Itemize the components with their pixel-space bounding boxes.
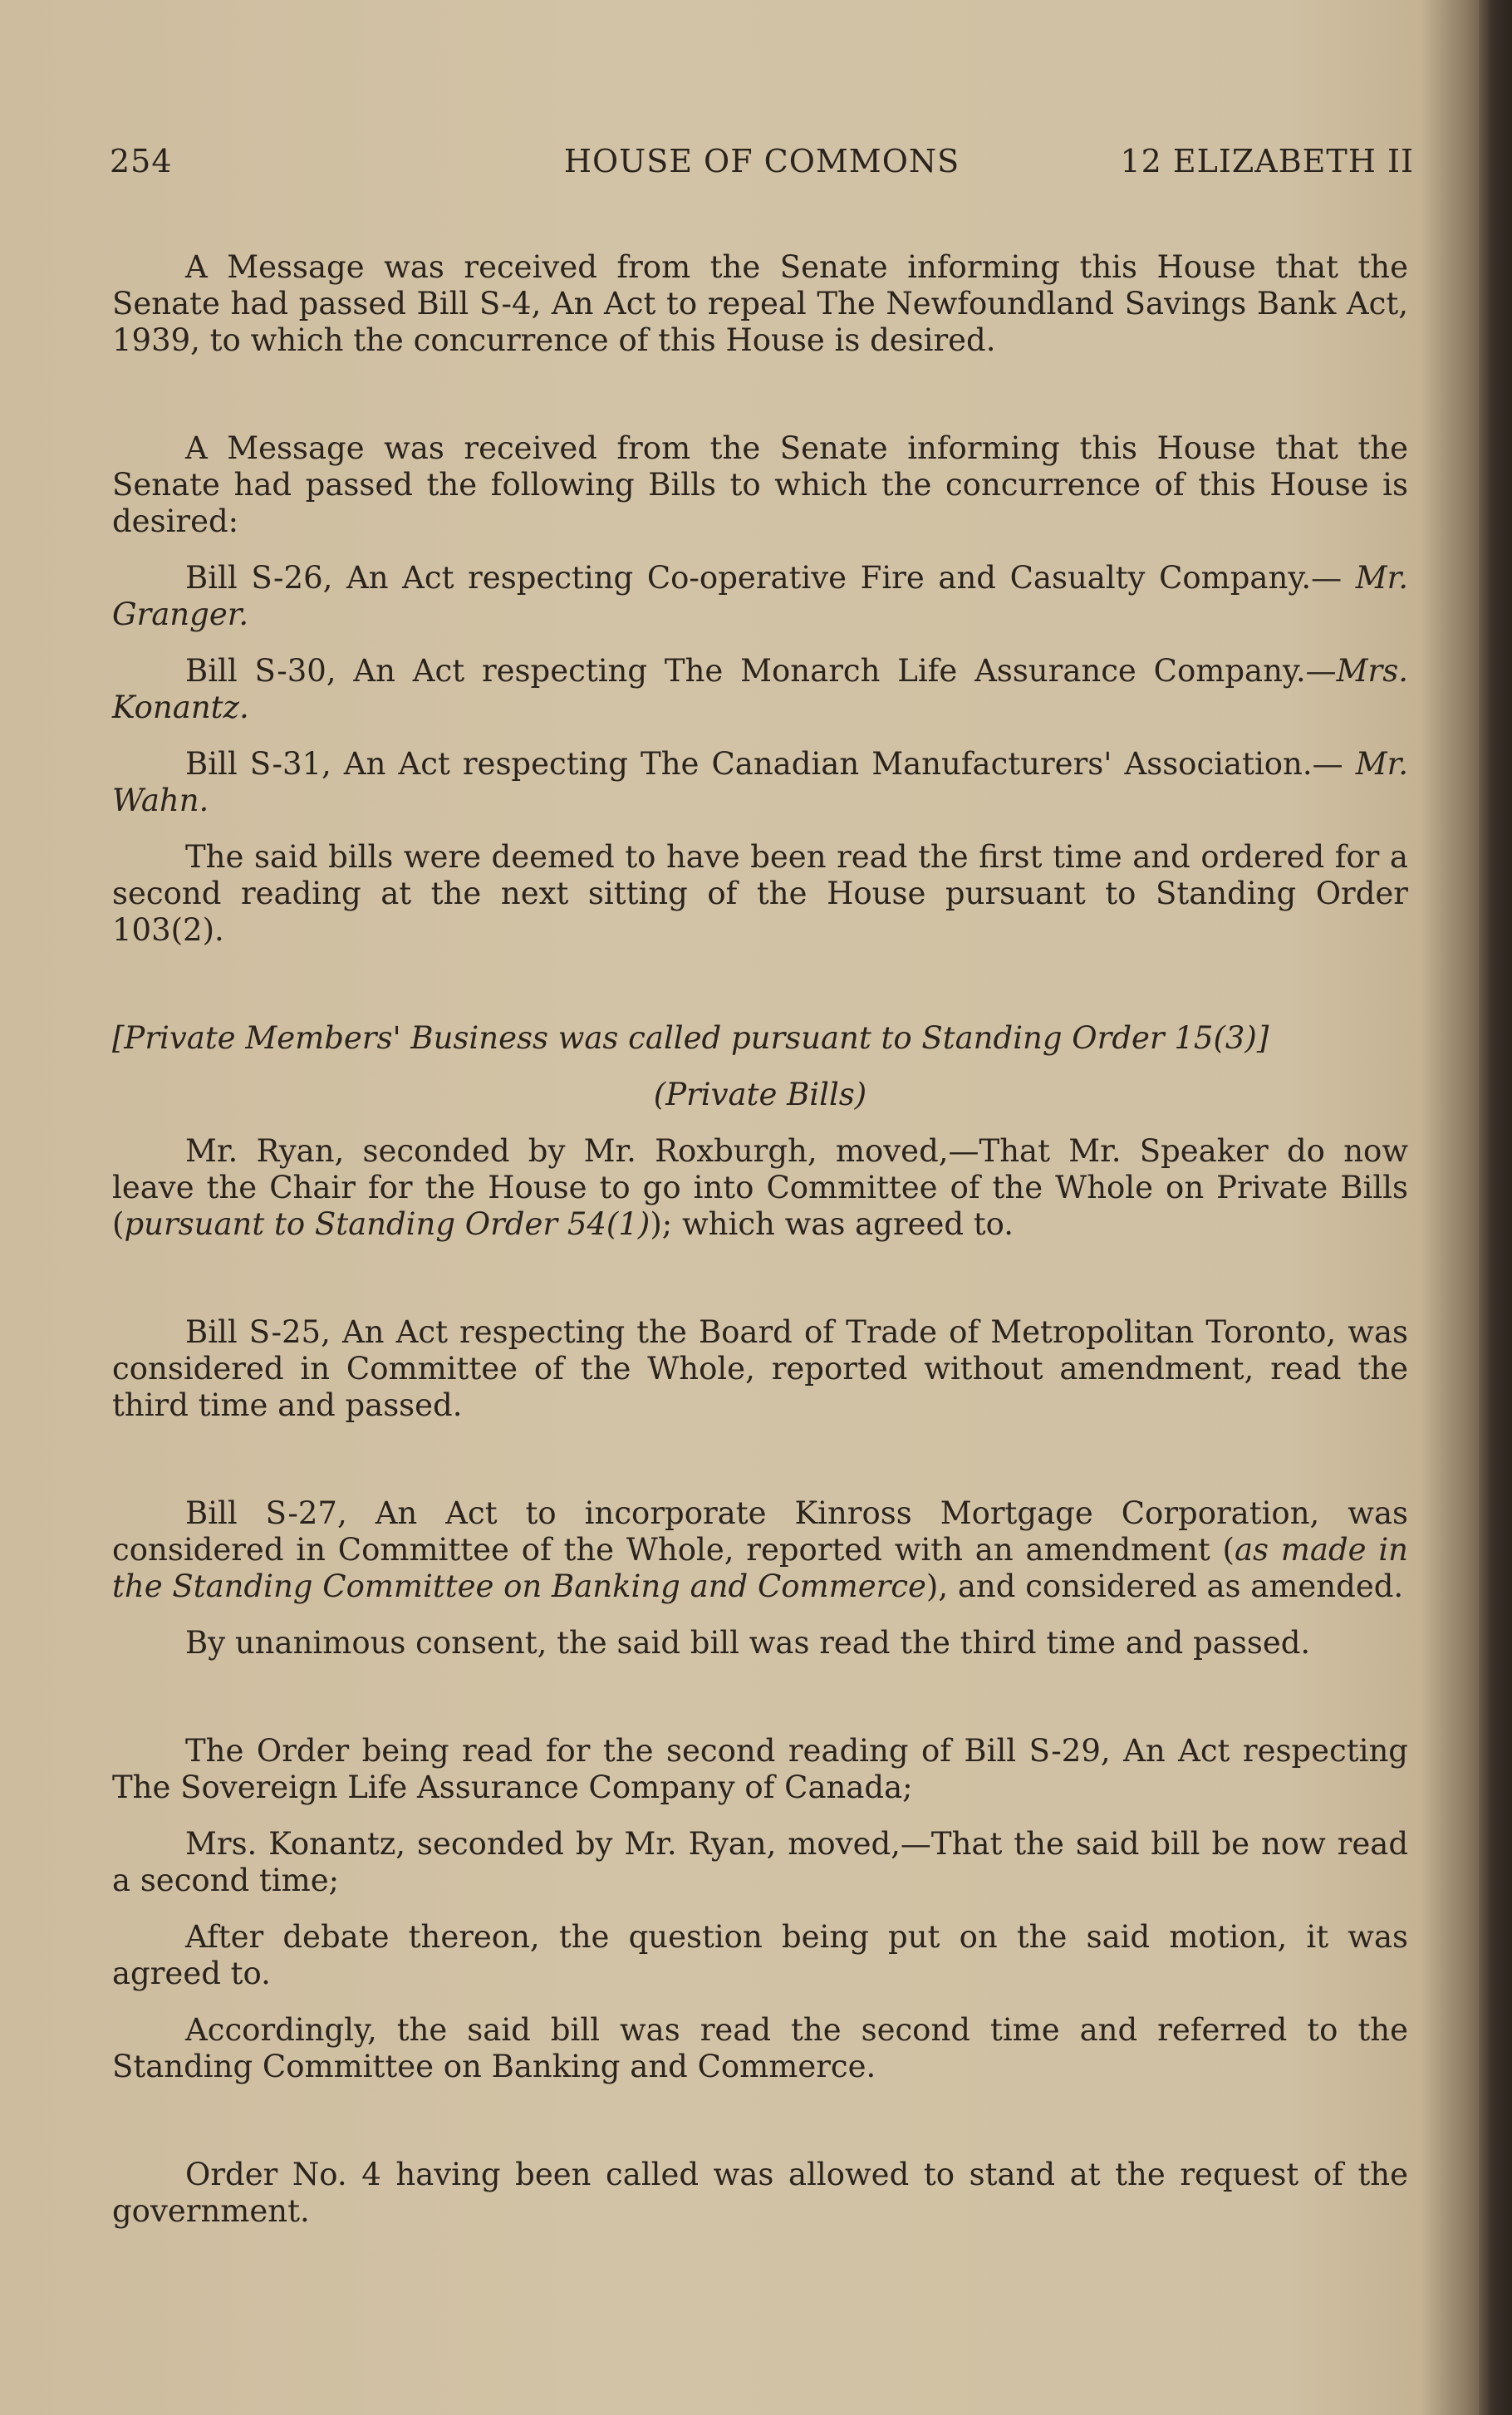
bill-s26-item [112,560,1408,633]
page-body [112,249,1408,2230]
unanimous-consent-paragraph: By unanimous consent, the said bill was read the third time and passed. [185,1625,1311,1661]
regnal-year: 12 ELIZABETH II [1120,143,1414,179]
s27-tail: ), and considered as amended. [925,1568,1404,1604]
bill-s27-paragraph [112,1495,1408,1605]
bill-s26-sponsor: Mr. Granger. [112,560,1408,632]
private-bills-heading [112,1077,1408,1113]
binding-edge [1479,0,1512,2415]
page-number: 254 [110,143,173,179]
header-title: HOUSE OF COMMONS [563,143,960,179]
bill-s31-sponsor: Mr. Wahn. [112,746,1409,818]
private-members-business-heading [112,1020,1408,1057]
running-header [110,143,1414,184]
bill-s31-item [112,746,1408,819]
motion-italic: pursuant to Standing Order 54(1) [124,1206,650,1242]
first-reading-paragraph: The said bills were deemed to have been read the first time and ordered for a second reading at the next sitting of the House pursuant to Standing Order 103(2). [112,839,1408,948]
bill-s30-item [112,653,1408,726]
konantz-motion-paragraph: Mrs. Konantz, seconded by Mr. Ryan, moved,—That the said bill be now read a second time; [112,1826,1408,1898]
order-4-paragraph: Order No. 4 having been called was allowed to stand at the request of the government. [112,2157,1408,2229]
committee-motion-paragraph [112,1133,1408,1243]
senate-message-s4: A Message was received from the Senate informing this House that the Senate had passed Bill S-4, An Act to repeal The Newfoundland Savings Bank Act, 1939, to which the concurrence of this House is desired. [112,249,1408,358]
bill-s30-sponsor: Mrs. Konantz. [112,653,1408,725]
bill-s30-text: Bill S-30, An Act respecting The Monarch Life Assurance Company.— [185,653,1337,689]
s27-italic: as made in the Standing Committee on Banking and Commerce [112,1532,1408,1604]
bill-s25-paragraph: Bill S-25, An Act respecting the Board of Trade of Metropolitan Toronto, was considered in Committee of the Whole, reported without amendment, read the third time and passed. [112,1314,1408,1423]
bill-s26-text: Bill S-26, An Act respecting Co-operative Fire and Casualty Company.— [185,560,1343,596]
referred-paragraph: Accordingly, the said bill was read the second time and referred to the Standing Committee on Banking and Commerce. [112,2012,1408,2084]
motion-tail: ); which was agreed to. [650,1206,1014,1242]
motion-text: Mr. Ryan, seconded by Mr. Roxburgh, moved,—That Mr. Speaker do now leave the Chair for the House to go into Committee of the Whole on Private Bills ( [112,1133,1408,1242]
s27-text: Bill S-27, An Act to incorporate Kinross Mortgage Corporation, was considered in Committee of the Whole, reported with an amendment ( [112,1495,1408,1568]
senate-message-bills: A Message was received from the Senate informing this House that the Senate had passed the following Bills to which the concurrence of this House is desired: [112,430,1408,539]
bill-s31-text: Bill S-31, An Act respecting The Canadian Manufacturers' Association.— [185,746,1343,782]
bill-s29-paragraph: The Order being read for the second reading of Bill S-29, An Act respecting The Sovereign Life Assurance Company of Canada; [112,1733,1408,1805]
pmb-heading-text: [Private Members' Business was called pursuant to Standing Order 15(3)] [112,1020,1269,1056]
private-bills-heading-text: (Private Bills) [653,1077,867,1112]
debate-paragraph: After debate thereon, the question being put on the said motion, it was agreed to. [112,1919,1408,1991]
